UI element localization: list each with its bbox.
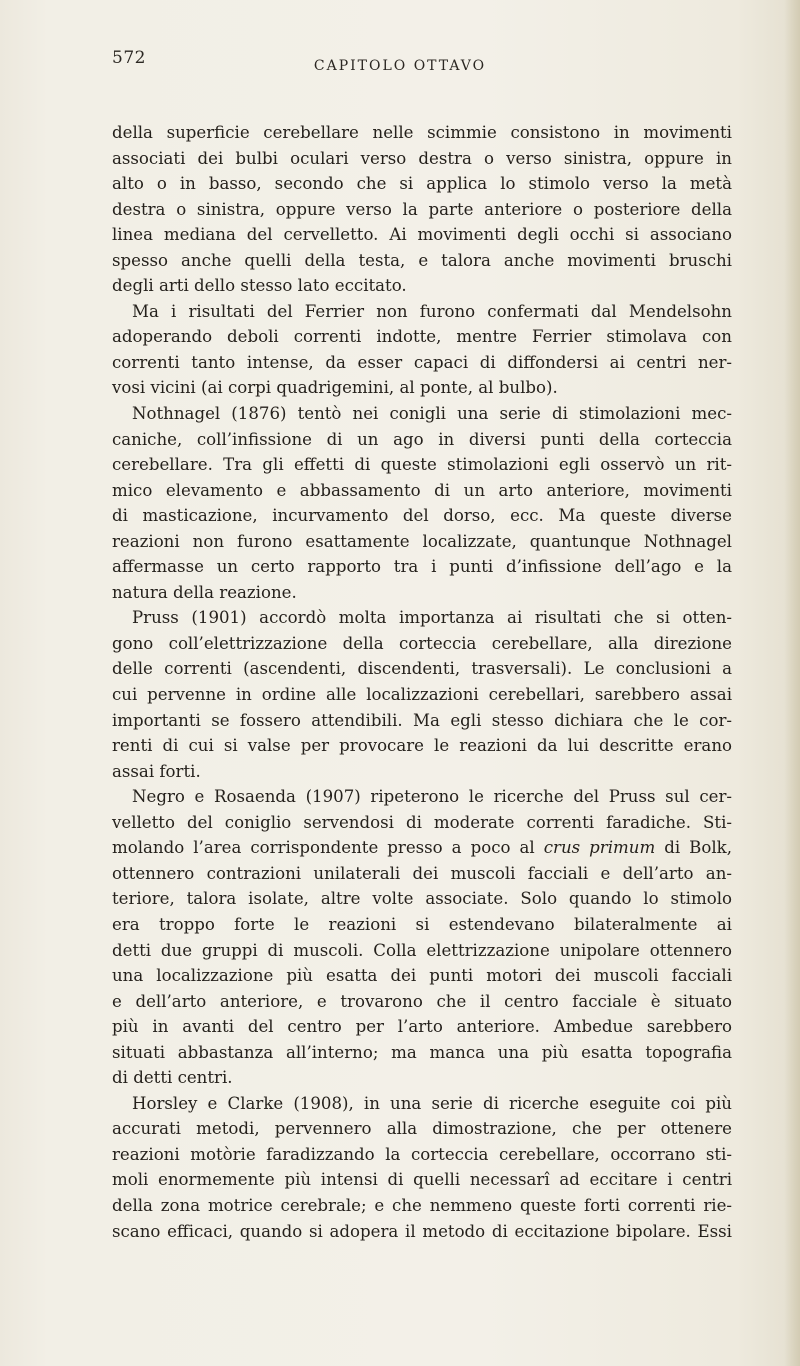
text-line: natura della reazione. [112, 582, 297, 602]
text-line: delle correnti (ascendenti, discendenti, trasversali). Le conclusioni a [112, 659, 732, 679]
text-line: una localizzazione più esatta dei punti motori dei muscoli facciali [112, 966, 732, 986]
text-line: renti di cui si valse per provocare le reazioni da lui descritte erano [112, 736, 732, 756]
text-line: teriore, talora isolate, altre volte associate. Solo quando lo stimolo [112, 889, 732, 909]
text-line: spesso anche quelli della testa, e talora anche movimenti bruschi [112, 250, 732, 270]
text-line: associati dei bulbi oculari verso destra o verso sinistra, oppure in [112, 148, 732, 168]
body-text [112, 120, 732, 1244]
text-line: moli enormemente più intensi di quelli necessarî ad eccitare i centri [112, 1170, 732, 1190]
text-line: gono coll’elettrizzazione della corteccia cerebellare, alla direzione [112, 633, 732, 653]
text-line: e dell’arto anteriore, e trovarono che il centro facciale è situato [112, 991, 732, 1011]
text-line: cerebellare. Tra gli effetti di queste stimolazioni egli osservò un rit- [112, 455, 732, 475]
paragraph-start-line: Negro e Rosaenda (1907) ripeterono le ricerche del Pruss sul cer- [132, 787, 732, 807]
text-line: vosi vicini (ai corpi quadrigemini, al ponte, al bulbo). [112, 378, 558, 398]
text-line: situati abbastanza all’interno; ma manca una più esatta topografia [112, 1042, 732, 1062]
text-segment: di Bolk, [664, 838, 732, 858]
running-head: CAPITOLO OTTAVO [313, 58, 487, 74]
text-segment: molando l’area corrispondente presso a poco al [112, 838, 535, 858]
text-line: adoperando deboli correnti indotte, mentre Ferrier stimolava con [112, 327, 732, 347]
italic-term: crus primum [543, 838, 656, 858]
text-line: destra o sinistra, oppure verso la parte anteriore o posteriore della [112, 199, 732, 219]
page-edge-shadow [784, 0, 800, 1366]
text-line: di detti centri. [112, 1068, 233, 1088]
paragraph-start-line: Nothnagel (1876) tentò nei conigli una serie di stimolazioni mec- [132, 404, 732, 424]
text-line: reazioni non furono esattamente localizzate, quantunque Nothnagel [112, 531, 732, 551]
text-line: mico elevamento e abbassamento di un arto anteriore, movimenti [112, 480, 732, 500]
text-line: affermasse un certo rapporto tra i punti d’infissione dell’ago e la [112, 557, 732, 577]
text-line: della superficie cerebellare nelle scimmie consistono in movimenti [112, 123, 732, 142]
italic-text-line: assai forti. [112, 761, 201, 781]
paragraph-start-line: Ma i risultati del Ferrier non furono confermati dal Mendelsohn [132, 301, 732, 321]
text-line: scano efficaci, quando si adopera il metodo di eccitazione bipolare. Essi [112, 1221, 732, 1241]
text-line: più in avanti del centro per l’arto anteriore. Ambedue sarebbero [112, 1017, 732, 1037]
paragraph-start-line: Horsley e Clarke (1908), in una serie di ricerche eseguite coi più [132, 1093, 732, 1113]
text-line: velletto del coniglio servendosi di moderate correnti faradiche. Sti- [112, 812, 732, 832]
text-line: era troppo forte le reazioni si estendevano bilateralmente ai [112, 914, 732, 934]
text-line: della zona motrice cerebrale; e che nemmeno queste forti correnti rie- [112, 1195, 732, 1215]
page-number: 572 [112, 48, 146, 68]
text-line: ottennero contrazioni unilaterali dei muscoli facciali e dell’arto an- [112, 863, 732, 883]
text-line: reazioni motòrie faradizzando la corteccia cerebellare, occorrano sti- [112, 1144, 732, 1164]
text-line: degli arti dello stesso lato eccitato. [112, 276, 407, 296]
text-line: linea mediana del cervelletto. Ai movimenti degli occhi si associano [112, 225, 732, 245]
text-line: accurati metodi, pervennero alla dimostrazione, che per ottenere [112, 1119, 732, 1139]
text-line: importanti se fossero attendibili. Ma egli stesso dichiara che le cor- [112, 710, 732, 730]
text-line-with-italic [112, 835, 732, 861]
text-line: di masticazione, incurvamento del dorso, ecc. Ma queste diverse [112, 506, 732, 526]
text-line: caniche, coll’infissione di un ago in diversi punti della corteccia [112, 429, 732, 449]
text-line: cui pervenne in ordine alle localizzazioni cerebellari, sarebbero assai [112, 685, 732, 705]
text-line: detti due gruppi di muscoli. Colla elettrizzazione unipolare ottennero [112, 940, 732, 960]
paragraph-start-line: Pruss (1901) accordò molta importanza ai risultati che si otten- [132, 608, 732, 628]
text-line: alto o in basso, secondo che si applica lo stimolo verso la metà [112, 174, 732, 194]
text-line: correnti tanto intense, da esser capaci di diffondersi ai centri ner- [112, 352, 732, 372]
